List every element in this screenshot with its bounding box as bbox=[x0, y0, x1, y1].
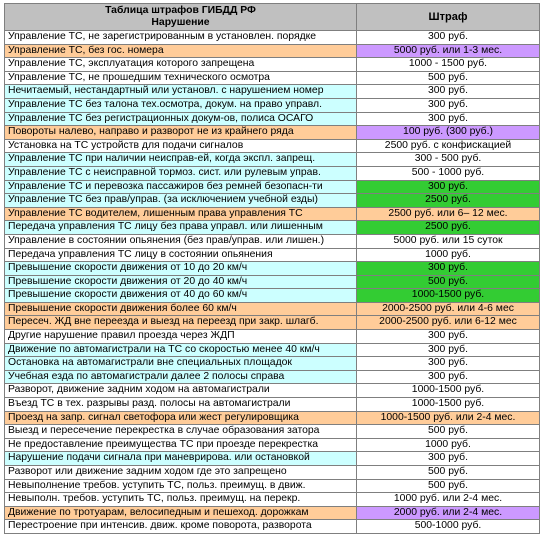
violation-cell: Другие нарушение правил проезда через ЖДП bbox=[5, 330, 357, 344]
violation-cell: Въезд ТС в тех. разрывы разд. полосы на автомагистрали bbox=[5, 398, 357, 412]
violation-cell: Управление ТС без регистрационных докум-ов, полиса ОСАГО bbox=[5, 112, 357, 126]
table-row bbox=[5, 207, 540, 221]
violation-cell: Остановка на автомагистрали вне специальных площадок bbox=[5, 357, 357, 371]
fine-cell: 1000 руб. bbox=[357, 248, 540, 262]
header-row bbox=[5, 4, 540, 31]
table-row bbox=[5, 289, 540, 303]
table-row bbox=[5, 166, 540, 180]
fine-cell: 2000 руб. или 2-4 мес. bbox=[357, 506, 540, 520]
fine-cell: 300 руб. bbox=[357, 98, 540, 112]
table-row bbox=[5, 438, 540, 452]
violation-cell: Превышение скорости движения более 60 км/ч bbox=[5, 302, 357, 316]
fine-cell: 300 - 500 руб. bbox=[357, 153, 540, 167]
violation-cell: Управление ТС водителем, лишенным права управления ТС bbox=[5, 207, 357, 221]
fine-column-header: Штраф bbox=[357, 4, 540, 31]
violation-cell: Не предоставление преимущества ТС при проезде перекрестка bbox=[5, 438, 357, 452]
violation-cell: Управление ТС без прав/управ. (за исключением учебной езды) bbox=[5, 194, 357, 208]
violation-cell: Учебная езда по автомагистрали далее 2 полосы справа bbox=[5, 370, 357, 384]
fine-cell: 500 руб. bbox=[357, 275, 540, 289]
fine-cell: 300 руб. bbox=[357, 112, 540, 126]
fine-cell: 1000-1500 руб. bbox=[357, 289, 540, 303]
violation-cell: Управление ТС, не прошедшим технического осмотра bbox=[5, 71, 357, 85]
fine-cell: 5000 руб. или 15 суток bbox=[357, 234, 540, 248]
violation-cell: Повороты налево, направо и разворот не из крайнего ряда bbox=[5, 126, 357, 140]
violation-cell: Управление ТС без талона тех.осмотра, докум. на право управл. bbox=[5, 98, 357, 112]
fine-cell: 1000-1500 руб. bbox=[357, 398, 540, 412]
fine-cell: 5000 руб. или 1-3 мес. bbox=[357, 44, 540, 58]
table-row bbox=[5, 425, 540, 439]
fine-cell: 300 руб. bbox=[357, 357, 540, 371]
table-row bbox=[5, 112, 540, 126]
table-row bbox=[5, 452, 540, 466]
violation-cell: Превышение скорости движения от 10 до 20 км/ч bbox=[5, 262, 357, 276]
violation-cell: Невыполн. требов. уступить ТС, польз. преимущ. на перекр. bbox=[5, 493, 357, 507]
fine-cell: 100 руб. (300 руб.) bbox=[357, 126, 540, 140]
fine-cell: 500-1000 руб. bbox=[357, 520, 540, 534]
violation-cell: Нарушение подачи сигнала при маневрирова. или остановкой bbox=[5, 452, 357, 466]
violation-cell: Разворот или движение задним ходом где это запрещено bbox=[5, 466, 357, 480]
table-row bbox=[5, 493, 540, 507]
fine-cell: 300 руб. bbox=[357, 330, 540, 344]
fine-cell: 300 руб. bbox=[357, 180, 540, 194]
violation-cell: Движение по тротуарам, велосипедным и пешеход. дорожкам bbox=[5, 506, 357, 520]
fine-cell: 500 руб. bbox=[357, 71, 540, 85]
table-row bbox=[5, 466, 540, 480]
table-row bbox=[5, 343, 540, 357]
violation-cell: Превышение скорости движения от 40 до 60 км/ч bbox=[5, 289, 357, 303]
fine-cell: 1000-1500 руб. bbox=[357, 384, 540, 398]
table-row bbox=[5, 398, 540, 412]
violation-cell: Превышение скорости движения от 20 до 40 км/ч bbox=[5, 275, 357, 289]
table-row bbox=[5, 85, 540, 99]
violation-cell: Разворот, движение задним ходом на автомагистрали bbox=[5, 384, 357, 398]
fine-cell: 2500 руб. с конфискацией bbox=[357, 139, 540, 153]
fine-cell: 500 руб. bbox=[357, 479, 540, 493]
table-row bbox=[5, 316, 540, 330]
violation-cell: Управление в состоянии опьянения (без прав/управ. или лишен.) bbox=[5, 234, 357, 248]
table-row bbox=[5, 221, 540, 235]
table-row bbox=[5, 275, 540, 289]
table-row bbox=[5, 180, 540, 194]
violation-cell: Передача управления ТС лицу без права управл. или лишенным bbox=[5, 221, 357, 235]
violation-cell: Проезд на запр. сигнал светофора или жест регулировщика bbox=[5, 411, 357, 425]
fine-cell: 2500 руб. bbox=[357, 194, 540, 208]
table-row bbox=[5, 31, 540, 45]
fine-cell: 300 руб. bbox=[357, 262, 540, 276]
violation-cell: Установка на ТС устройств для подачи сигналов bbox=[5, 139, 357, 153]
table-row bbox=[5, 58, 540, 72]
table-row bbox=[5, 302, 540, 316]
fine-cell: 1000 руб. или 2-4 мес. bbox=[357, 493, 540, 507]
violation-cell: Передача управления ТС лицу в состоянии опьянения bbox=[5, 248, 357, 262]
fine-cell: 300 руб. bbox=[357, 85, 540, 99]
table-row bbox=[5, 411, 540, 425]
fine-cell: 300 руб. bbox=[357, 31, 540, 45]
table-row bbox=[5, 44, 540, 58]
fine-cell: 300 руб. bbox=[357, 343, 540, 357]
violation-cell: Нечитаемый, нестандартный или установл. с нарушением номер bbox=[5, 85, 357, 99]
table-row bbox=[5, 384, 540, 398]
violation-cell: Управление ТС и перевозка пассажиров без ремней безопасн-ти bbox=[5, 180, 357, 194]
violation-cell: Управление ТС при наличии неисправ-ей, когда экспл. запрещ. bbox=[5, 153, 357, 167]
violation-cell: Движение по автомагистрали на ТС со скоростью менее 40 км/ч bbox=[5, 343, 357, 357]
violation-header-label: Нарушение bbox=[151, 17, 210, 28]
table-row bbox=[5, 139, 540, 153]
fine-cell: 2000-2500 руб. или 4-6 мес bbox=[357, 302, 540, 316]
fines-table bbox=[4, 3, 540, 534]
table-row bbox=[5, 330, 540, 344]
fine-cell: 500 - 1000 руб. bbox=[357, 166, 540, 180]
table-row bbox=[5, 370, 540, 384]
fine-cell: 500 руб. bbox=[357, 466, 540, 480]
fine-cell: 300 руб. bbox=[357, 452, 540, 466]
fine-cell: 2500 руб. или 6– 12 мес. bbox=[357, 207, 540, 221]
fine-cell: 2500 руб. bbox=[357, 221, 540, 235]
violation-column-header bbox=[5, 4, 357, 31]
table-row bbox=[5, 98, 540, 112]
table-row bbox=[5, 126, 540, 140]
fine-cell: 300 руб. bbox=[357, 370, 540, 384]
table-row bbox=[5, 479, 540, 493]
violation-cell: Выезд и пересечение перекрестка в случае образования затора bbox=[5, 425, 357, 439]
fine-cell: 500 руб. bbox=[357, 425, 540, 439]
violation-cell: Невыполнение требов. уступить ТС, польз. преимущ. в движ. bbox=[5, 479, 357, 493]
table-row bbox=[5, 71, 540, 85]
fine-cell: 1000 - 1500 руб. bbox=[357, 58, 540, 72]
table-title: Таблица штрафов ГИБДД РФ bbox=[105, 5, 256, 16]
table-row bbox=[5, 506, 540, 520]
table-row bbox=[5, 153, 540, 167]
violation-cell: Управление ТС, не зарегистрированным в установлен. порядке bbox=[5, 31, 357, 45]
table-row bbox=[5, 194, 540, 208]
table-row bbox=[5, 248, 540, 262]
violation-cell: Пересеч. ЖД вне переезда и выезд на переезд при закр. шлагб. bbox=[5, 316, 357, 330]
table-row bbox=[5, 262, 540, 276]
fine-cell: 2000-2500 руб. или 6-12 мес bbox=[357, 316, 540, 330]
table-row bbox=[5, 234, 540, 248]
table-row bbox=[5, 357, 540, 371]
violation-cell: Управление ТС, эксплуатация которого запрещена bbox=[5, 58, 357, 72]
fine-cell: 1000-1500 руб. или 2-4 мес. bbox=[357, 411, 540, 425]
violation-cell: Перестроение при интенсив. движ. кроме поворота, разворота bbox=[5, 520, 357, 534]
table-row bbox=[5, 520, 540, 534]
violation-cell: Управление ТС, без гос. номера bbox=[5, 44, 357, 58]
fine-cell: 1000 руб. bbox=[357, 438, 540, 452]
violation-cell: Управление ТС с неисправной тормоз. сист. или рулевым управ. bbox=[5, 166, 357, 180]
